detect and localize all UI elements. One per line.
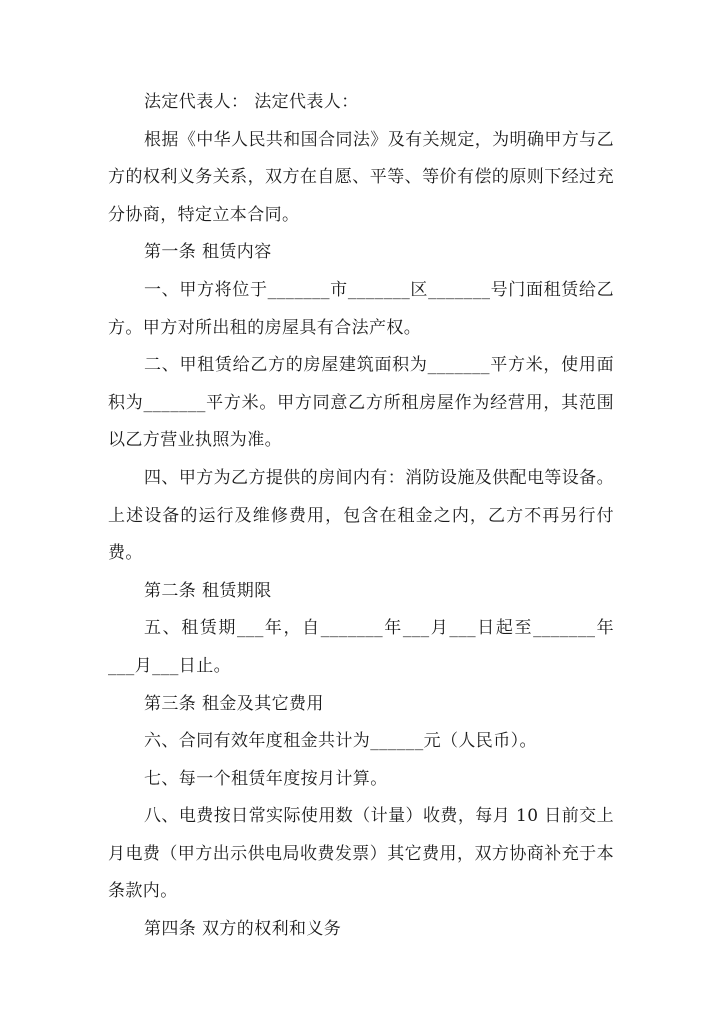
clause-4-paragraph: 四、甲方为乙方提供的房间内有：消防设施及供配电等设备。上述设备的运行及维修费用，包含在租金之内，乙方不再另行付费。	[108, 467, 614, 564]
article-3-heading: 第三条 租金及其它费用	[144, 693, 324, 714]
article-2-heading: 第二条 租赁期限	[144, 580, 272, 601]
preamble-paragraph: 根据《中华人民共和国合同法》及有关规定，为明确甲方与乙方的权利义务关系，双方在自愿、平等、等价有偿的原则下经过充分协商，特定立本合同。	[108, 129, 614, 225]
clause-7-paragraph: 七、每一个租赁年度按月计算。	[144, 768, 388, 789]
clause-8-paragraph: 八、电费按日常实际使用数（计量）收费，每月 10 日前交上月电费（甲方出示供电局收费发票）其它费用，双方协商补充于本条款内。	[108, 806, 614, 902]
contract-page	[108, 84, 614, 949]
clause-2-paragraph: 二、甲租赁给乙方的房屋建筑面积为_______平方米，使用面积为_______平方米。甲方同意乙方所租房屋作为经营用，其范围以乙方营业执照为准。	[108, 355, 614, 451]
article-1-heading: 第一条 租赁内容	[144, 242, 272, 263]
clause-6-paragraph: 六、合同有效年度租金共计为______元（人民币）。	[144, 731, 537, 752]
signatories-line: 法定代表人： 法定代表人：	[144, 92, 359, 112]
article-4-heading: 第四条 双方的权利和义务	[144, 919, 342, 940]
clause-5-paragraph: 五、租赁期___年，自_______年___月___日起至_______年___月___日止。	[108, 618, 614, 676]
clause-1-paragraph: 一、甲方将位于_______市_______区_______号门面租赁给乙方。甲方对所出租的房屋具有合法产权。	[108, 279, 614, 338]
